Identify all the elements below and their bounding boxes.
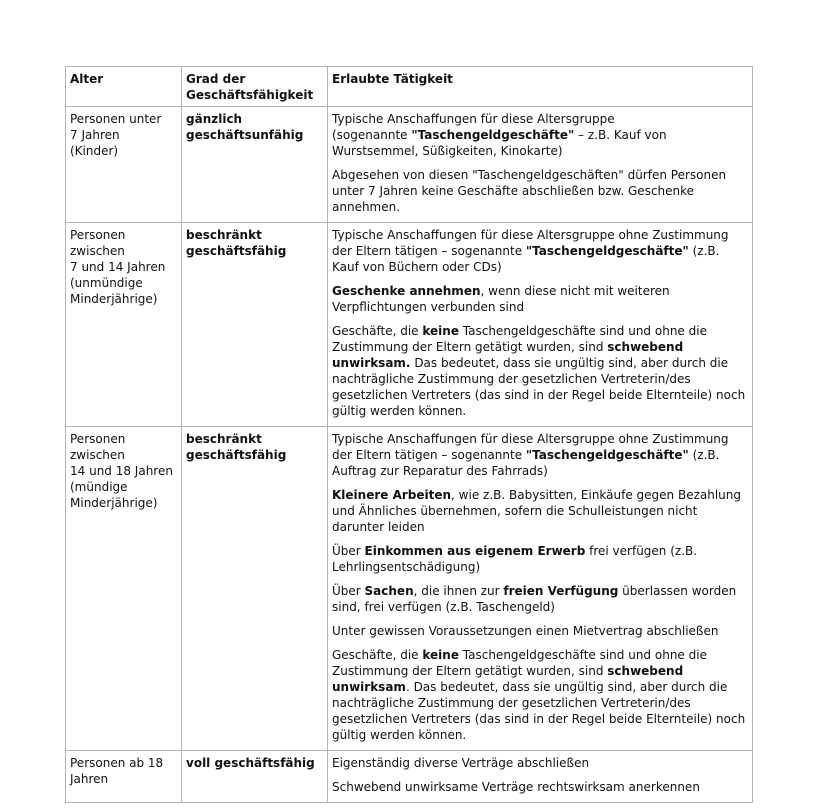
activity-paragraph <box>332 779 747 795</box>
age-cell-line: (unmündige <box>70 276 143 290</box>
age-cell-line: 7 Jahren <box>70 128 120 142</box>
activity-paragraph <box>332 647 747 743</box>
activity-cell <box>328 751 753 803</box>
emphasis-text: freien Verfügung <box>503 584 619 598</box>
emphasis-text: keine <box>422 324 459 338</box>
activity-text: Typische Anschaffungen für diese Altersgruppe ohne Zustimmung der Eltern tätigen – sogenannte <box>332 228 729 258</box>
age-cell-line: Minderjährige) <box>70 496 158 510</box>
emphasis-text: Einkommen aus eigenem Erwerb <box>364 544 586 558</box>
activity-text: (sogenannte <box>332 128 412 142</box>
header-age: Alter <box>66 67 182 107</box>
grade-cell <box>182 427 328 751</box>
table-row <box>66 751 753 803</box>
grade-cell-line: geschäftsunfähig <box>186 128 304 142</box>
grade-cell-line: beschränkt <box>186 228 262 242</box>
activity-paragraph <box>332 283 747 315</box>
activity-text: Typische Anschaffungen für diese Altersgruppe <box>332 112 615 126</box>
activity-paragraph <box>332 167 747 215</box>
activity-paragraph <box>332 431 747 479</box>
emphasis-text: schwebend unwirksam <box>332 664 684 694</box>
activity-text: Geschäfte, die <box>332 648 423 662</box>
emphasis-text: "Taschengeldgeschäfte" <box>525 244 689 258</box>
age-cell-line: Personen ab 18 <box>70 756 164 770</box>
activity-text: , die ihnen zur <box>413 584 504 598</box>
activity-text: Abgesehen von diesen "Taschengeldgeschäften" dürfen Personen unter 7 Jahren keine Geschäfte abschließen bzw. Geschenke annehmen. <box>332 168 727 214</box>
emphasis-text: schwebend unwirksam. <box>332 340 684 370</box>
activity-text: (z.B. Auftrag zur Reparatur des Fahrrads) <box>332 448 720 478</box>
activity-text: Taschengeldgeschäfte sind und ohne die Zustimmung der Eltern getätigt wurden, sind <box>332 324 707 354</box>
age-cell-line: Personen zwischen <box>70 432 126 462</box>
activity-text: Über <box>332 584 365 598</box>
activity-text: frei verfügen (z.B. Lehrlingsentschädigung) <box>332 544 698 574</box>
age-cell-line: Jahren <box>70 772 109 786</box>
age-cell-line: (Kinder) <box>70 144 119 158</box>
activity-paragraph <box>332 543 747 575</box>
activity-text: Das bedeutet, dass sie ungültig sind, aber durch die nachträgliche Zustimmung der gesetzlichen Vertreterin/des gesetzlichen Vertreters (das sind in der Regel beide Elternteile) noch gültig werden können. <box>332 356 746 418</box>
activity-text: , wenn diese nicht mit weiteren Verpflichtungen verbunden sind <box>332 284 670 314</box>
activity-text: , wie z.B. Babysitten, Einkäufe gegen Bezahlung und Ähnliches übernehmen, sofern die Schulleistungen nicht darunter leiden <box>332 488 742 534</box>
table-row <box>66 107 753 223</box>
activity-paragraph <box>332 323 747 419</box>
activity-text: . Das bedeutet, dass sie ungültig sind, aber durch die nachträgliche Zustimmung der gesetzlichen Vertreterin/des gesetzlichen Vertreters (das sind in der Regel beide Elternteile) noch gültig werden können. <box>332 680 746 742</box>
activity-paragraph <box>332 227 747 275</box>
emphasis-text: Geschenke annehmen <box>332 284 481 298</box>
age-cell-line: 7 und 14 Jahren <box>70 260 166 274</box>
table-row <box>66 427 753 751</box>
activity-paragraph <box>332 755 747 771</box>
activity-text: Typische Anschaffungen für diese Altersgruppe ohne Zustimmung der Eltern tätigen – sogenannte <box>332 432 729 462</box>
activity-text: – z.B. Kauf von Wurstsemmel, Süßigkeiten, Kinokarte) <box>332 128 667 158</box>
age-cell-line: Personen unter <box>70 112 162 126</box>
grade-cell <box>182 223 328 427</box>
header-grade: Grad der Geschäftsfähigkeit <box>182 67 328 107</box>
grade-cell-line: gänzlich <box>186 112 243 126</box>
grade-cell-line: voll geschäftsfähig <box>186 756 315 770</box>
age-cell <box>66 427 182 751</box>
age-cell-line: 14 und 18 Jahren <box>70 464 173 478</box>
age-cell-line: Minderjährige) <box>70 292 158 306</box>
activity-paragraph <box>332 623 747 639</box>
activity-cell <box>328 427 753 751</box>
activity-text: (z.B. Kauf von Büchern oder CDs) <box>332 244 720 274</box>
age-cell-line: Personen zwischen <box>70 228 126 258</box>
emphasis-text: "Taschengeldgeschäfte" <box>525 448 689 462</box>
activity-text: Schwebend unwirksame Verträge rechtswirksam anerkennen <box>332 780 700 794</box>
activity-text: Unter gewissen Voraussetzungen einen Mietvertrag abschließen <box>332 624 719 638</box>
emphasis-text: keine <box>422 648 459 662</box>
activity-cell <box>328 223 753 427</box>
activity-text: überlassen worden sind, frei verfügen (z.B. Taschengeld) <box>332 584 737 614</box>
header-activity: Erlaubte Tätigkeit <box>328 67 753 107</box>
legal-capacity-table <box>65 66 753 803</box>
grade-cell-line: geschäftsfähig <box>186 448 287 462</box>
activity-text: Über <box>332 544 365 558</box>
grade-cell-line: geschäftsfähig <box>186 244 287 258</box>
activity-text: Geschäfte, die <box>332 324 423 338</box>
grade-cell-line: beschränkt <box>186 432 262 446</box>
age-cell <box>66 751 182 803</box>
header-row <box>66 67 753 107</box>
age-cell <box>66 107 182 223</box>
emphasis-text: "Taschengeldgeschäfte" <box>411 128 575 142</box>
activity-paragraph <box>332 487 747 535</box>
activity-paragraph <box>332 583 747 615</box>
grade-cell <box>182 751 328 803</box>
emphasis-text: Sachen <box>364 584 414 598</box>
activity-cell <box>328 107 753 223</box>
activity-text: Taschengeldgeschäfte sind und ohne die Zustimmung der Eltern getätigt wurden, sind <box>332 648 707 678</box>
age-cell <box>66 223 182 427</box>
age-cell-line: (mündige <box>70 480 128 494</box>
activity-text: Eigenständig diverse Verträge abschließen <box>332 756 590 770</box>
table-row <box>66 223 753 427</box>
grade-cell <box>182 107 328 223</box>
emphasis-text: Kleinere Arbeiten <box>332 488 452 502</box>
activity-paragraph <box>332 111 747 159</box>
